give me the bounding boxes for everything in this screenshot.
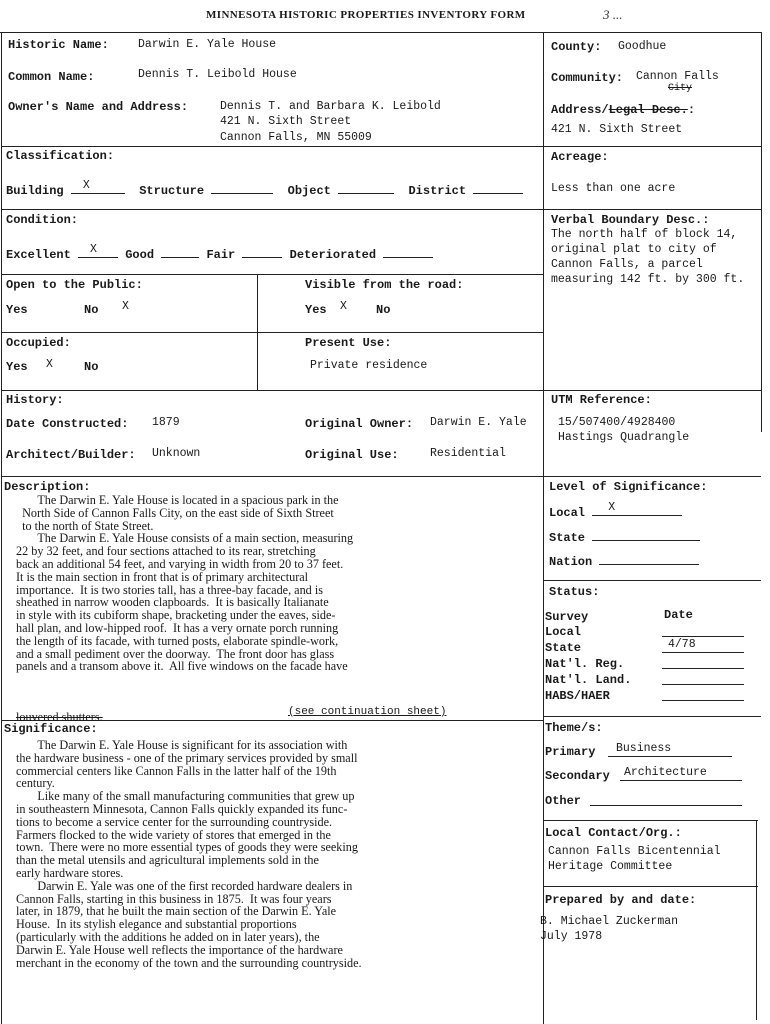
- divider-classification: [1, 146, 543, 147]
- status-label: Status:: [549, 585, 600, 599]
- historic-name-label: Historic Name:: [8, 38, 109, 52]
- date-constructed-value: 1879: [152, 416, 180, 429]
- theme-secondary-blank: [620, 780, 742, 781]
- description-label: Description:: [4, 480, 91, 494]
- contact-label: Local Contact/Org.:: [545, 826, 682, 840]
- theme-primary-blank: [608, 756, 732, 757]
- divider-condition: [1, 209, 543, 210]
- community-label: Community:: [551, 71, 624, 85]
- description-text: The Darwin E. Yale House is located in a spacious park in the North Side of Cannon Falls City, on the east side of Sixth Street to the north of State Street. The Darwin E. Yale House consists of a main section, measuring 22 by 32 feet, and four sections attached to its rear, stretching back an additional 54 feet, and varying in width from 20 to 37 feet. It is the main section in front that is of primary architectural importance. It is two stories tall, has a three-bay facade, and is sheathed in narrow wooden clapboards. It is basically Italianate in style with its cubiform shape, bracketing under the eaves, side- hall plan, and low-hipped roof. It has a very ornate porch running the length of its facade, with turned posts, elaborate spindle-work, and a small pediment over the doorway. The front door has glass panels and a transom above it. All five windows on the facade have: [16, 493, 354, 674]
- occupied-no: No: [84, 360, 99, 374]
- building-mark: X: [82, 179, 90, 192]
- status-survey: Survey: [545, 610, 589, 624]
- contact-line-2: Heritage Committee: [548, 860, 673, 873]
- open-public-mark: X: [122, 300, 129, 313]
- architect-value: Unknown: [152, 447, 201, 460]
- community-struck-city: City: [668, 83, 693, 94]
- status-state-blank: [662, 652, 744, 653]
- visible-road-yes: Yes: [305, 303, 327, 317]
- divider-boundary: [543, 209, 761, 210]
- divider-prepared: [543, 886, 758, 887]
- owner-label: Owner's Name and Address:: [8, 100, 189, 114]
- form-title: MINNESOTA HISTORIC PROPERTIES INVENTORY FORM: [206, 9, 526, 21]
- address-value: 421 N. Sixth Street: [551, 123, 683, 136]
- visible-road-mark: X: [340, 300, 347, 313]
- utm-coordinates: 15/507400/4928400: [558, 416, 676, 429]
- significance-label: Significance:: [4, 722, 98, 736]
- date-constructed-label: Date Constructed:: [6, 417, 129, 431]
- status-natl-land-blank: [662, 684, 744, 685]
- divider-history: [1, 390, 543, 391]
- boundary-label: Verbal Boundary Desc.:: [551, 213, 710, 227]
- boundary-line-3: Cannon Falls, a parcel: [551, 258, 703, 271]
- prepared-label: Prepared by and date:: [545, 893, 697, 907]
- condition-label: Condition:: [6, 213, 79, 227]
- divider-utm: [543, 390, 761, 391]
- open-public-yes: Yes: [6, 303, 28, 317]
- form-right-border: [761, 32, 762, 432]
- classification-label: Classification:: [6, 149, 115, 163]
- present-use-value: Private residence: [310, 359, 428, 372]
- level-local-mark: X: [608, 501, 616, 514]
- column-divider: [543, 32, 544, 1024]
- form-left-border: [1, 32, 2, 1024]
- county-label: County:: [551, 40, 602, 54]
- contact-line-1: Cannon Falls Bicentennial: [548, 845, 721, 858]
- description-last-line: louvered shutters.: [16, 710, 103, 724]
- community-value: Cannon Falls: [636, 70, 719, 83]
- significance-text: The Darwin E. Yale House is significant for its association with the hardware business - one of the primary services provided by small commercial centers like Cannon Falls in the latter half of the 19th century. Like many of the small manufacturing communities that grew up in southeastern Minnesota, Cannon Falls quickly expanded its func- tions to become a service center for the surrounding countryside. Farmers flocked to the wide variety of stores that emerged in the town. There were no more essential types of goods they were seeking than the metal utensils and agricultural implements sold in the early hardware stores. Darwin E. Yale was one of the first recorded hardware dealers in Cannon Falls, starting in this business in 1875. It was four years later, in 1879, that he built the main section of the Darwin E. Yale House. In its stylish elegance and substantial proportions (particularly with the additions he added on in later years), the Darwin E. Yale House well reflects the importance of the hardware merchant in the economy of the town and the surrounding countryside.: [16, 738, 362, 970]
- county-value: Goodhue: [618, 40, 667, 53]
- divider-level: [543, 476, 761, 477]
- open-public-no: No: [84, 303, 99, 317]
- open-public-label: Open to the Public:: [6, 278, 143, 292]
- status-natl-land: Nat'l. Land.: [545, 673, 632, 687]
- utm-quadrangle: Hastings Quadrangle: [558, 431, 690, 444]
- status-local-blank: [662, 636, 744, 637]
- status-habs-blank: [662, 700, 744, 701]
- condition-row: Excellent X Good Fair Deteriorated: [6, 246, 433, 262]
- theme-secondary-label: Secondary: [545, 769, 610, 783]
- original-owner-label: Original Owner:: [305, 417, 414, 431]
- boundary-line-1: The north half of block 14,: [551, 228, 738, 241]
- historic-name-value: Darwin E. Yale House: [138, 38, 277, 51]
- acreage-value: Less than one acre: [551, 182, 676, 195]
- common-name-label: Common Name:: [8, 70, 95, 84]
- owner-line-2: 421 N. Sixth Street: [220, 115, 352, 128]
- original-owner-value: Darwin E. Yale: [430, 416, 527, 429]
- occupied-mark: X: [46, 358, 53, 371]
- common-name-value: Dennis T. Leibold House: [138, 68, 297, 81]
- prepared-line-1: B. Michael Zuckerman: [540, 915, 679, 928]
- boundary-line-4: measuring 142 ft. by 300 ft.: [551, 273, 745, 286]
- visible-road-no: No: [376, 303, 391, 317]
- occupied-yes: Yes: [6, 360, 28, 374]
- form-top-border: [0, 32, 762, 33]
- architect-label: Architect/Builder:: [6, 448, 136, 462]
- status-date-header: Date: [664, 608, 693, 622]
- divider-status: [543, 580, 761, 581]
- divider-open-public: [1, 274, 543, 275]
- divider-acreage: [543, 146, 761, 147]
- utm-label: UTM Reference:: [551, 393, 652, 407]
- boundary-line-2: original plat to city of: [551, 243, 717, 256]
- theme-secondary-value: Architecture: [624, 766, 707, 779]
- divider-contact: [543, 820, 758, 821]
- form-stamp-number: 3 ...: [603, 7, 623, 22]
- original-use-label: Original Use:: [305, 448, 399, 462]
- divider-occupied: [1, 332, 543, 333]
- theme-primary-label: Primary: [545, 745, 596, 759]
- acreage-label: Acreage:: [551, 150, 609, 164]
- address-label: Address/Legal Desc.:: [551, 103, 696, 117]
- history-label: History:: [6, 393, 64, 407]
- divider-themes: [543, 716, 761, 717]
- present-use-label: Present Use:: [305, 336, 392, 350]
- level-local: Local X: [549, 504, 682, 520]
- status-local: Local: [545, 625, 582, 639]
- status-state-date: 4/78: [668, 638, 696, 651]
- theme-other-label: Other: [545, 794, 582, 808]
- level-nation: Nation: [549, 553, 699, 569]
- status-habs: HABS/HAER: [545, 689, 610, 703]
- continuation-note: (see continuation sheet): [288, 706, 447, 718]
- status-natl-reg: Nat'l. Reg.: [545, 657, 625, 671]
- level-state: State: [549, 529, 700, 545]
- owner-line-3: Cannon Falls, MN 55009: [220, 131, 372, 144]
- status-natl-reg-blank: [662, 668, 744, 669]
- occupied-label: Occupied:: [6, 336, 71, 350]
- divider-description: [1, 476, 543, 477]
- excellent-mark: X: [90, 243, 97, 256]
- theme-other-blank: [590, 805, 742, 806]
- prepared-line-2: July 1978: [540, 930, 603, 943]
- level-significance-label: Level of Significance:: [549, 480, 708, 494]
- theme-primary-value: Business: [616, 742, 672, 755]
- form-right-border-lower: [756, 820, 757, 1020]
- owner-line-1: Dennis T. and Barbara K. Leibold: [220, 100, 441, 113]
- divider-mid-vertical: [257, 274, 258, 390]
- original-use-value: Residential: [430, 447, 506, 460]
- themes-label: Theme/s:: [545, 721, 603, 735]
- classification-row: Building X Structure Object District: [6, 182, 523, 198]
- status-state: State: [545, 641, 582, 655]
- visible-road-label: Visible from the road:: [305, 278, 464, 292]
